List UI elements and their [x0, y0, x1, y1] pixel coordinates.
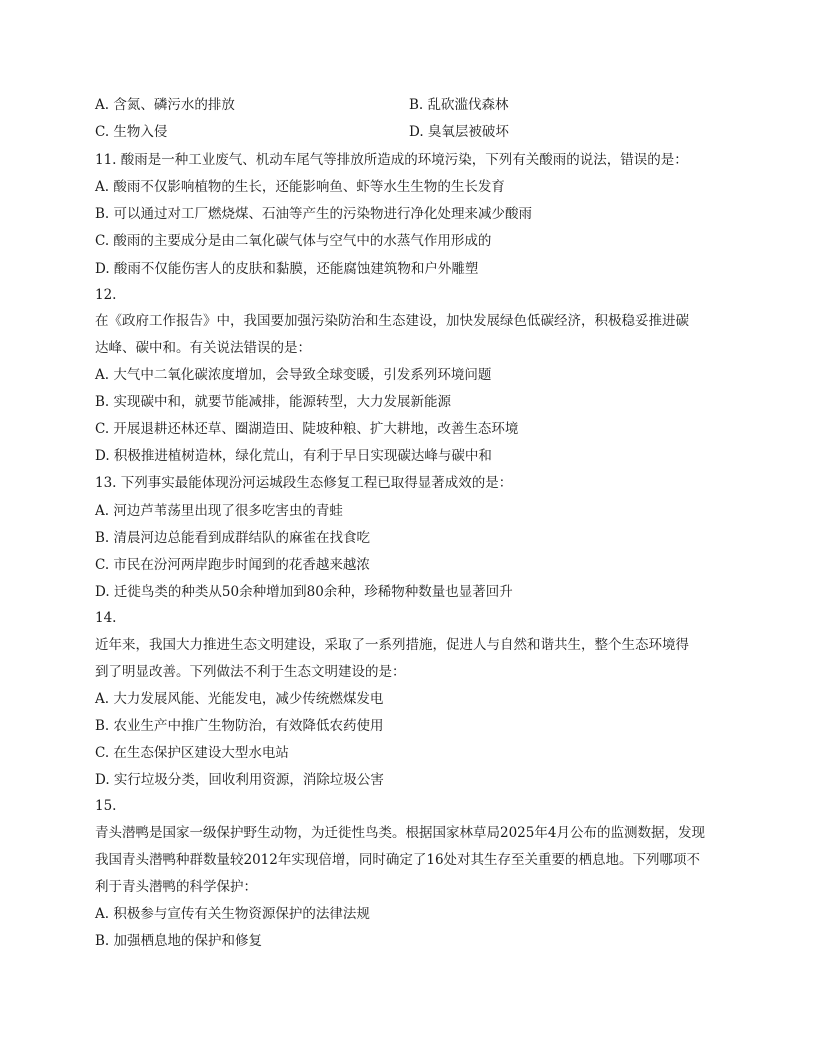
q11-option-b: B. 可以通过对工厂燃烧煤、石油等产生的污染物进行净化处理来减少酸雨	[95, 206, 533, 222]
q12-stem-line-1: 在《政府工作报告》中，我国要加强污染防治和生态建设，加快发展绿色低碳经济，积极稳妥推进碳	[95, 313, 689, 329]
q14-option-c: C. 在生态保护区建设大型水电站	[95, 745, 289, 761]
q15-option-b: B. 加强栖息地的保护和修复	[95, 933, 263, 949]
q14-stem-line-1: 近年来，我国大力推进生态文明建设，采取了一系列措施，促进人与自然和谐共生，整个生态环境得	[95, 637, 689, 653]
q12-option-b: B. 实现碳中和，就要节能减排，能源转型，大力发展新能源	[95, 394, 452, 410]
q13-option-c: C. 市民在汾河两岸跑步时闻到的花香越来越浓	[95, 557, 370, 573]
q13-option-b: B. 清晨河边总能看到成群结队的麻雀在找食吃	[95, 530, 371, 546]
q12-option-a: A. 大气中二氧化碳浓度增加，会导致全球变暖，引发系列环境问题	[95, 367, 492, 383]
q11-option-c: C. 酸雨的主要成分是由二氧化碳气体与空气中的水蒸气作用形成的	[95, 233, 492, 249]
q15-stem-line-2: 我国青头潜鸭种群数量较2012年实现倍增，同时确定了16处对其生存至关重要的栖息地。下列哪项不	[95, 852, 701, 868]
q15-stem-line-3: 利于青头潜鸭的科学保护：	[95, 879, 257, 895]
q15-stem-line-1: 青头潜鸭是国家一级保护野生动物，为迁徙性鸟类。根据国家林草局2025年4月公布的监测数据，发现	[95, 825, 705, 841]
q11-stem: 11. 酸雨是一种工业废气、机动车尾气等排放所造成的环境污染，下列有关酸雨的说法，错误的是：	[95, 152, 688, 168]
q12-number: 12.	[95, 287, 117, 303]
q14-stem-line-2: 到了明显改善。下列做法不利于生态文明建设的是：	[95, 664, 406, 680]
q13-option-a: A. 河边芦苇荡里出现了很多吃害虫的青蛙	[95, 503, 343, 519]
q10-option-b: B. 乱砍滥伐森林	[409, 97, 509, 113]
q15-number: 15.	[95, 798, 117, 814]
q12-option-d: D. 积极推进植树造林，绿化荒山，有利于早日实现碳达峰与碳中和	[95, 448, 492, 464]
q10-option-a: A. 含氮、磷污水的排放	[95, 97, 235, 113]
q13-option-d: D. 迁徙鸟类的种类从50余种增加到80余种，珍稀物种数量也显著回升	[95, 584, 513, 600]
q12-stem-line-2: 达峰、碳中和。有关说法错误的是：	[95, 340, 311, 356]
q13-stem: 13. 下列事实最能体现汾河运城段生态修复工程已取得显著成效的是：	[95, 475, 513, 491]
q12-option-c: C. 开展退耕还林还草、圈湖造田、陡坡种粮、扩大耕地，改善生态环境	[95, 421, 519, 437]
q14-number: 14.	[95, 610, 117, 626]
q11-option-d: D. 酸雨不仅能伤害人的皮肤和黏膜，还能腐蚀建筑物和户外雕塑	[95, 261, 479, 277]
q14-option-d: D. 实行垃圾分类，回收利用资源，消除垃圾公害	[95, 772, 384, 788]
q11-option-a: A. 酸雨不仅影响植物的生长，还能影响鱼、虾等水生生物的生长发育	[95, 179, 505, 195]
q10-option-c: C. 生物入侵	[95, 124, 168, 140]
q14-option-a: A. 大力发展风能、光能发电，减少传统燃煤发电	[95, 691, 384, 707]
q14-option-b: B. 农业生产中推广生物防治，有效降低农药使用	[95, 718, 384, 734]
q15-option-a: A. 积极参与宣传有关生物资源保护的法律法规	[95, 906, 370, 922]
q10-option-d: D. 臭氧层被破坏	[409, 124, 509, 140]
